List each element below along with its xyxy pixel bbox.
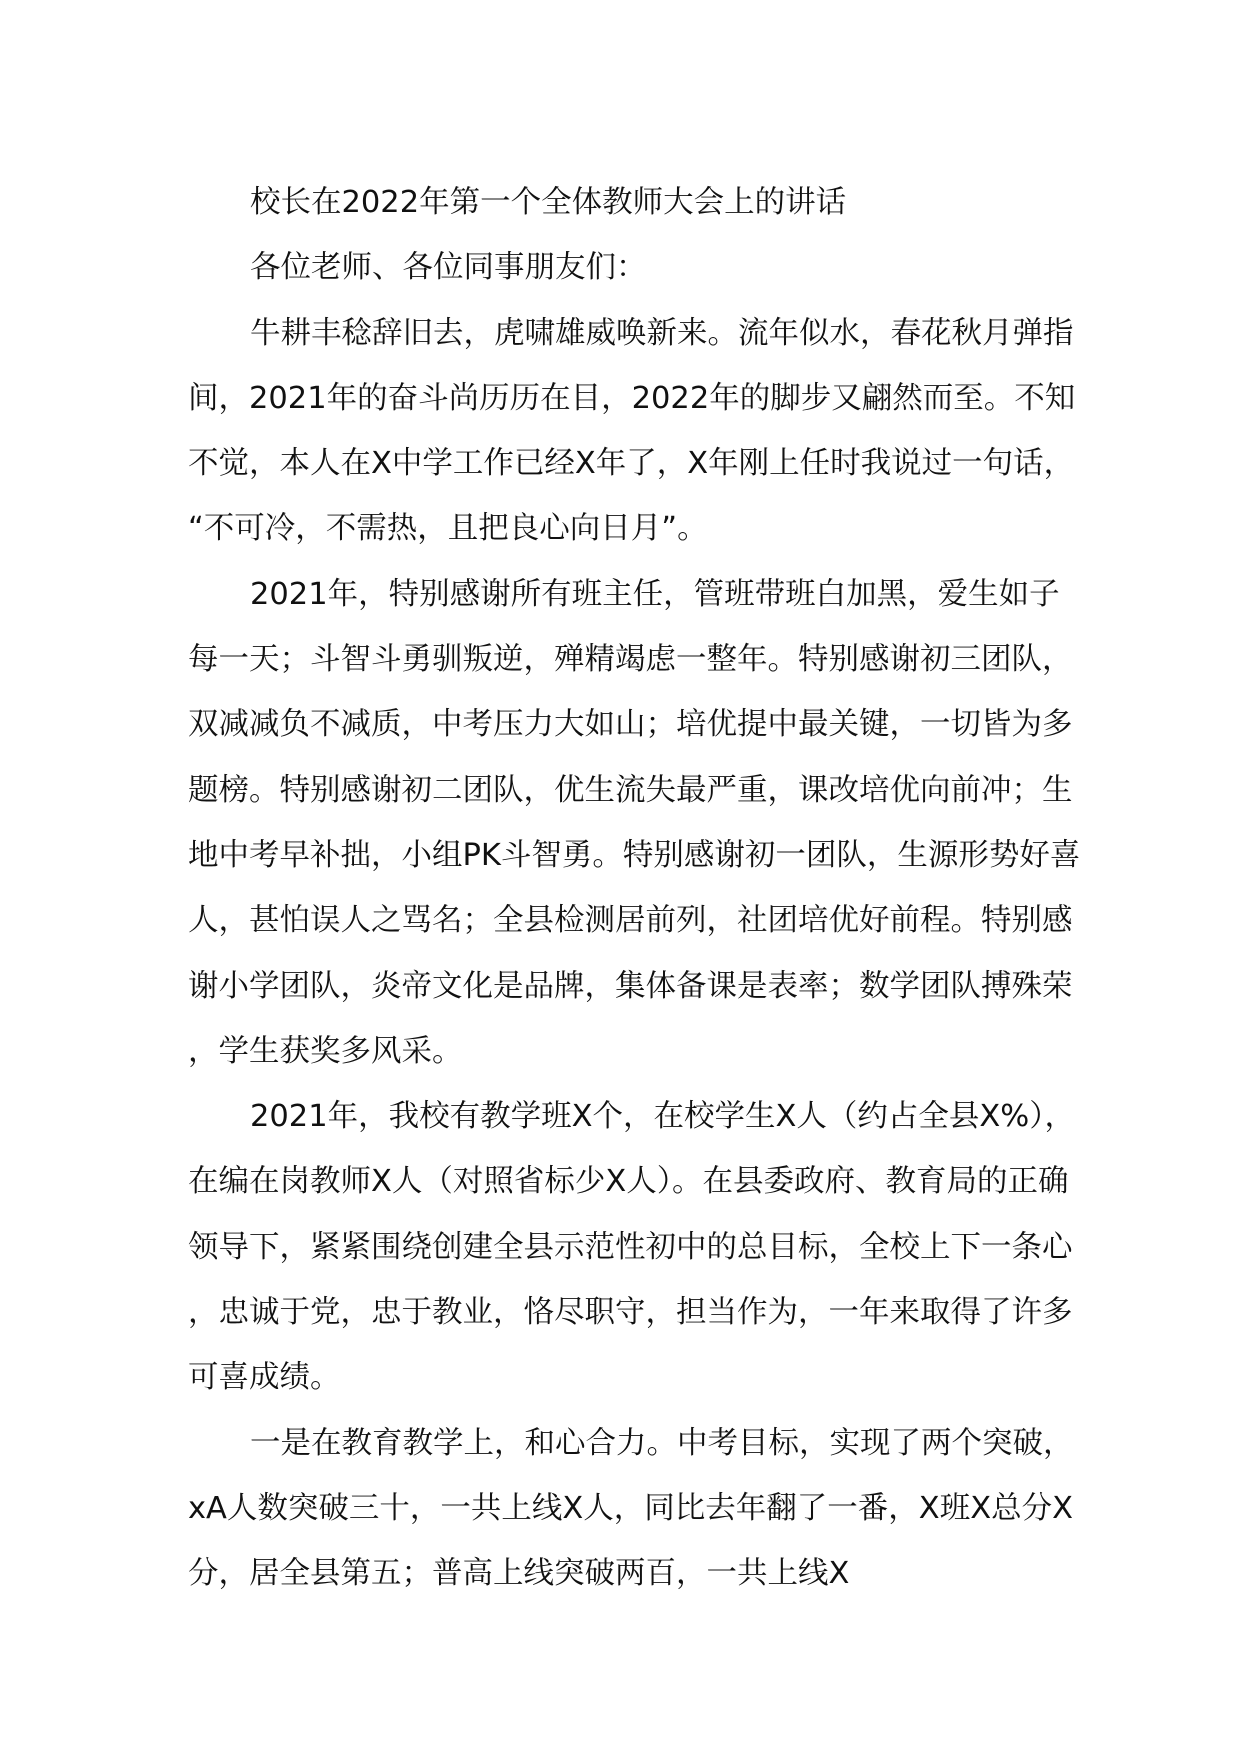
paragraph-opening: 牛耕丰稔辞旧去，虎啸雄威唤新来。流年似水，春花秋月弹指间，2021年的奋斗尚历历在目，2022年的脚步又翩然而至。不知不觉，本人在X中学工作已经X年了，X年刚上任时我说过一句话，“不可冷，不需热，且把良心向日月”。: [188, 315, 1076, 547]
salutation: 各位老师、各位同事朋友们：: [250, 250, 647, 286]
paragraph-thanks: 2021年，特别感谢所有班主任，管班带班白加黑，爱生如子每一天；斗智斗勇驯叛逆，殚精竭虑一整年。特别感谢初三团队，双减减负不减质，中考压力大如山；培优提中最关键，一切皆为多题榜。特别感谢初二团队，优生流失最严重，课改培优向前冲；生地中考早补拙，小组PK斗智勇。特别感谢初一团队，生源形势好喜人，甚怕误人之骂名；全县检测居前列，社团培优好前程。特别感谢小学团队，炎帝文化是品牌，集体备课是表率；数学团队搏殊荣，学生获奖多风采。: [188, 576, 1081, 1069]
document-title: 校长在2022年第一个全体教师大会上的讲话: [250, 185, 847, 220]
document-body: [188, 170, 1088, 1607]
paragraph-teaching-achievements: 一是在教育教学上，和心合力。中考目标，实现了两个突破，xA人数突破三十，一共上线X人，同比去年翻了一番，X班X总分X分，居全县第五；普高上线突破两百，一共上线X: [188, 1425, 1074, 1592]
paragraph-school-overview: 2021年，我校有教学班X个，在校学生X人（约占全县X%），在编在岗教师X人（对照省标少X人）。在县委政府、教育局的正确领导下，紧紧围绕创建全县示范性初中的总目标，全校上下一条心，忠诚于党，忠于教业，恪尽职守，担当作为，一年来取得了许多可喜成绩。: [188, 1099, 1076, 1396]
